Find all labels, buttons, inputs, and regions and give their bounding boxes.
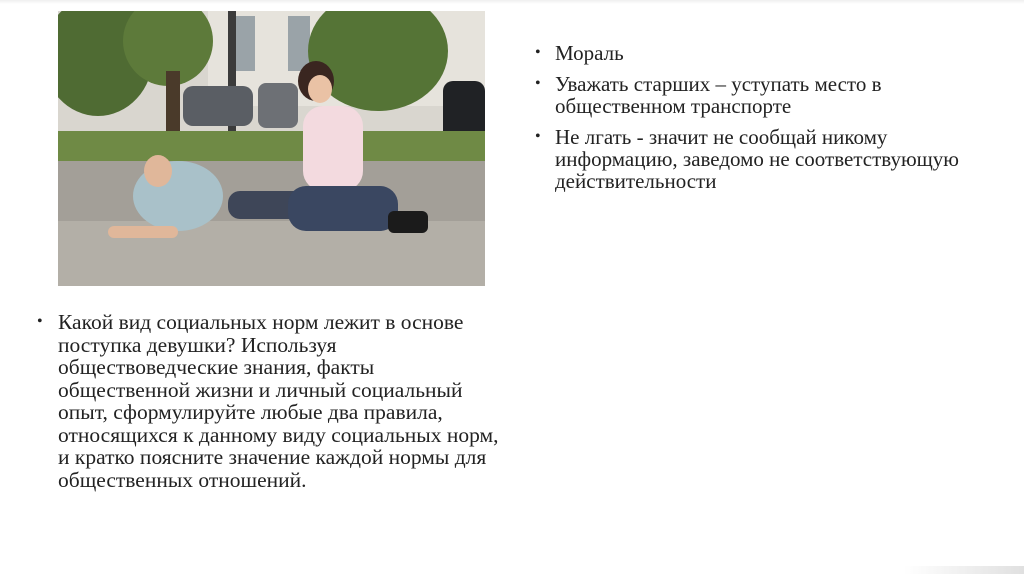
list-item	[535, 126, 965, 192]
street-photo	[58, 11, 485, 286]
question-text: Какой вид социальных норм лежит в основе поступка девушки? Используя обществоведческие знания, факты общественной жизни и личный социальный опыт, сформулируйте любые два правила, относящихся к данному виду социальных норм, и кратко поясните значение каждой нормы для общественных отношений.	[58, 310, 499, 492]
bullet-icon: •	[535, 128, 541, 145]
list-item-text: Не лгать - значит не сообщай никому информацию, заведомо не соответствующую действительности	[555, 125, 959, 193]
bullet-icon: •	[535, 75, 541, 92]
bottom-shadow	[904, 566, 1024, 574]
list-item-text: Мораль	[555, 41, 624, 65]
question-list	[37, 311, 507, 500]
top-divider	[0, 0, 1024, 4]
list-item	[535, 42, 965, 64]
list-item	[535, 73, 965, 117]
photo-image-icon	[58, 11, 485, 286]
list-item-text: Уважать старших – уступать место в общественном транспорте	[555, 72, 882, 118]
list-item	[37, 311, 507, 491]
bullet-icon: •	[37, 313, 43, 330]
bullet-icon: •	[535, 44, 541, 61]
answer-list	[535, 42, 965, 201]
